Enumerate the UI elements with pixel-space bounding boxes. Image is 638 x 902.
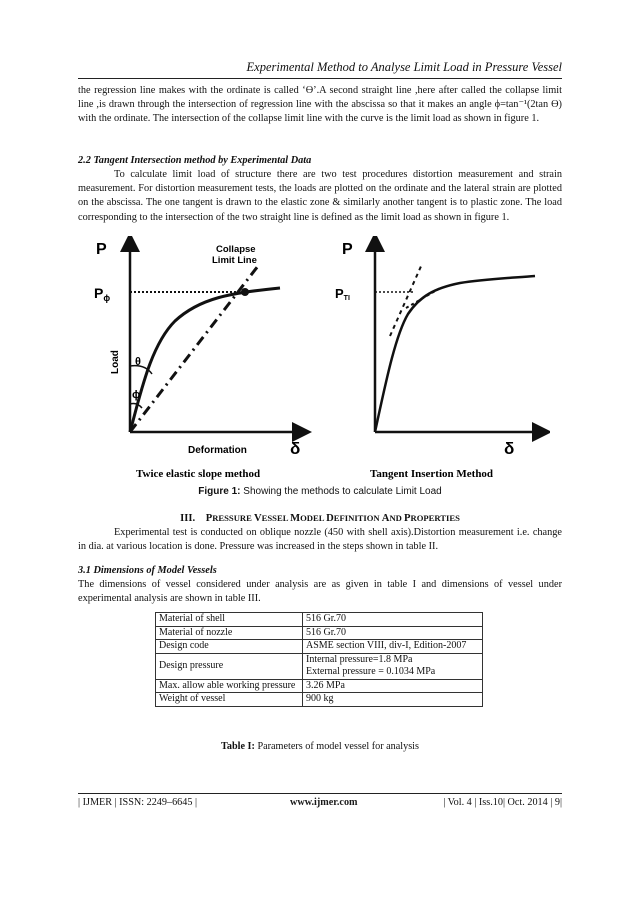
table-row: [156, 626, 483, 640]
collapse-label-1: Collapse: [216, 244, 256, 255]
theta-symbol: θ: [135, 356, 141, 368]
table-caption: Table I: Parameters of model vessel for analysis: [221, 741, 419, 752]
left-p-label: $P_\phi$: [94, 285, 111, 303]
table-row: [156, 679, 483, 693]
load-label: Load: [110, 350, 121, 374]
left-collapse-line: [130, 266, 258, 432]
section-3-paragraph: Experimental test is conducted on oblique nozzle (450 with shell axis).Distortion measurement i.e. change in dia. at various location is done. Pressure was increased in the steps shown in table II.: [78, 527, 562, 553]
running-header: Experimental Method to Analyse Limit Load in Pressure Vessel: [246, 60, 562, 74]
table-row: [156, 640, 483, 654]
deformation-label: Deformation: [188, 445, 247, 456]
left-intersection: [241, 288, 249, 296]
right-load-curve: [375, 276, 535, 432]
footer-website-link[interactable]: www.ijmer.com: [290, 797, 358, 808]
phi-symbol: ϕ: [132, 389, 141, 401]
table-cell-key: Design code: [156, 640, 303, 654]
table-cell-key: Weight of vessel: [156, 693, 303, 707]
table-cell-value: 516 Gr.70: [303, 613, 483, 627]
table-cell-key: Design pressure: [156, 653, 303, 679]
collapse-label-2: Limit Line: [212, 255, 257, 266]
table-row: [156, 653, 483, 679]
table-cell-key: Material of shell: [156, 613, 303, 627]
table-row: [156, 613, 483, 627]
section-3-1-paragraph: The dimensions of vessel considered under analysis are as given in table I and dimensions of vessel under experimental analysis are shown in table III.: [78, 579, 562, 605]
right-x-axis-label: δ: [504, 439, 515, 458]
section-2-2-paragraph: To calculate limit load of structure there are two test procedures distortion measurement and strain measurement. For distortion measurement tests, the loads are plotted on the ordinate and the lateral strain are plotted on the abscissa. The one tangent is drawn to the elastic zone & similarly another tangent is to plastic zone. The load corresponding to the intersection of the two straight line is defined as the limit load as shown in figure 1.: [78, 169, 562, 223]
table-cell-value: Internal pressure=1.8 MPa External pressure = 0.1034 MPa: [303, 653, 483, 679]
intro-paragraph: the regression line makes with the ordinate is called ‘ϴ’.A second straight line ,here after called the collapse limit line ,is drawn through the intersection of regression line with the abscissa so that it makes an angle ϕ=tan⁻¹(2tan ϴ) with the ordinate. The intersection of the collapse limit line with the curve is the limit load as shown in figure 1.: [78, 85, 562, 125]
right-plot-caption: Tangent Insertion Method: [370, 468, 494, 480]
table-cell-key: Max. allow able working pressure: [156, 679, 303, 693]
figure-1: [90, 236, 550, 484]
footer-rule: [78, 793, 562, 794]
section-3-1-heading: 3.1 Dimensions of Model Vessels: [78, 565, 217, 576]
elastic-tangent: [390, 264, 422, 336]
section-3-heading: III. PRESSURE VESSEL MODEL DEFINITION AND PROPERTIES: [180, 513, 460, 524]
header-rule: [78, 78, 562, 79]
left-plot-caption: Twice elastic slope method: [136, 468, 261, 480]
table-cell-value: ASME section VIII, div-I, Edition-2007: [303, 640, 483, 654]
left-x-axis-label: δ: [290, 439, 301, 458]
left-load-curve: [130, 288, 280, 432]
section-2-2-heading: 2.2 Tangent Intersection method by Experimental Data: [78, 155, 312, 166]
table-cell-value: 3.26 MPa: [303, 679, 483, 693]
right-y-axis-label: P: [342, 241, 353, 258]
footer-journal: | IJMER | ISSN: 2249–6645 |: [78, 797, 198, 808]
left-y-axis-label: P: [96, 241, 107, 258]
parameters-table: [155, 612, 483, 707]
footer-volume: | Vol. 4 | Iss.10| Oct. 2014 | 9|: [443, 797, 562, 808]
right-p-label: PTI: [335, 286, 350, 302]
table-cell-value: 516 Gr.70: [303, 626, 483, 640]
left-plot: [94, 241, 302, 480]
figure-caption: Figure 1: Showing the methods to calculate Limit Load: [198, 486, 442, 497]
table-row: [156, 693, 483, 707]
right-plot: [335, 241, 542, 480]
table-cell-key: Material of nozzle: [156, 626, 303, 640]
table-cell-value: 900 kg: [303, 693, 483, 707]
